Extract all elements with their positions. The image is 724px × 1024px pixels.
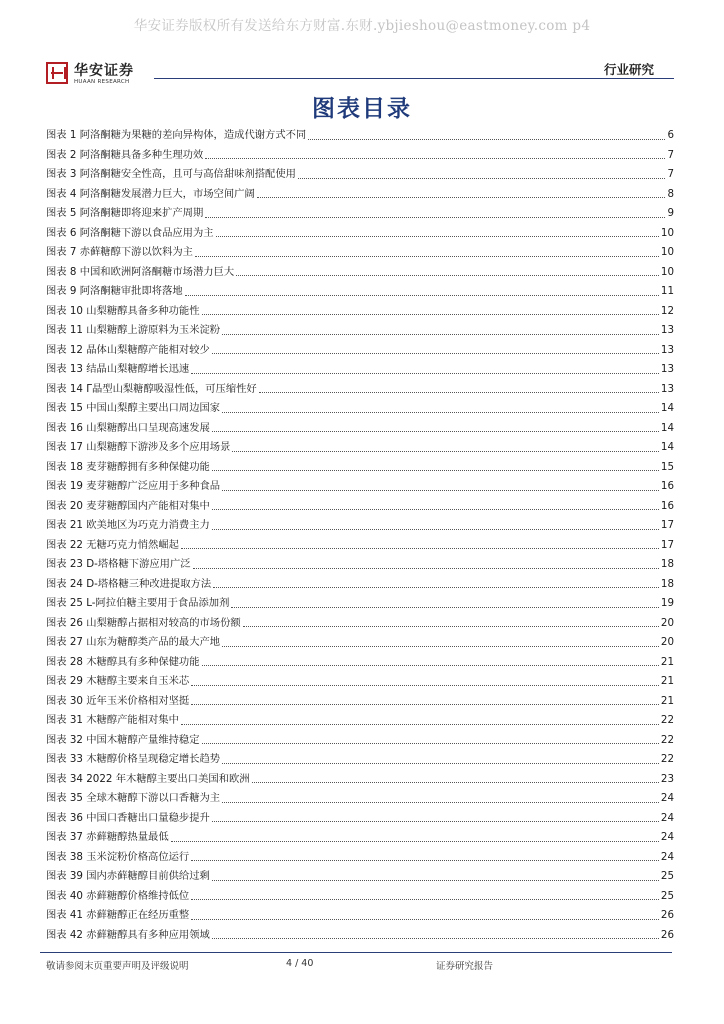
header-rule [154, 78, 674, 79]
toc-entry-label[interactable]: 图表 24 D-塔格糖三种改进提取方法 [46, 577, 212, 590]
toc-entry[interactable] [46, 536, 674, 556]
toc-entry[interactable] [46, 146, 674, 166]
toc-entry-page[interactable]: 13 [660, 343, 674, 356]
company-logo [46, 60, 156, 90]
toc-dot-leader [213, 586, 659, 588]
toc-dot-leader [257, 196, 666, 198]
toc-dot-leader [202, 742, 659, 744]
toc-entry-label[interactable]: 图表 13 结晶山梨糖醇增长迅速 [46, 363, 190, 375]
toc-entry[interactable] [46, 575, 674, 595]
toc-entry-page[interactable]: 22 [660, 714, 674, 726]
toc-dot-leader [191, 918, 659, 920]
toc-entry[interactable] [46, 516, 674, 536]
toc-entry[interactable] [46, 692, 674, 712]
footer-doc-type: 证券研究报告 [436, 961, 494, 972]
toc-entry-label[interactable]: 图表 17 山梨糖醇下游涉及多个应用场景 [46, 441, 231, 453]
toc-entry-page[interactable]: 14 [660, 441, 674, 453]
toc-entry-label[interactable]: 图表 18 麦芽糖醇拥有多种保健功能 [46, 460, 210, 473]
toc-dot-leader [212, 528, 659, 530]
toc-entry[interactable] [46, 731, 674, 751]
toc-entry-page[interactable]: 14 [660, 421, 674, 434]
toc-entry-label[interactable]: 图表 19 麦芽糖醇广泛应用于多种食品 [46, 480, 221, 492]
toc-dot-leader [212, 352, 659, 354]
toc-entry-page[interactable]: 10 [660, 226, 674, 239]
toc-dot-leader [212, 879, 659, 881]
toc-dot-leader [202, 664, 659, 666]
toc-entry-page[interactable]: 26 [660, 909, 674, 921]
toc-entry-label[interactable]: 图表 25 L-阿拉伯糖主要用于食品添加剂 [46, 597, 230, 609]
toc-entry-label[interactable]: 图表 4 阿洛酮糖发展潜力巨大，市场空间广阔 [46, 187, 255, 200]
toc-dot-leader [191, 859, 659, 861]
toc-entry[interactable] [46, 711, 674, 731]
toc-entry[interactable] [46, 165, 674, 185]
toc-entry-label[interactable]: 图表 20 麦芽糖醇国内产能相对集中 [46, 499, 210, 512]
toc-entry-label[interactable]: 图表 36 中国口香糖出口量稳步提升 [46, 811, 210, 824]
toc-dot-leader [212, 469, 659, 471]
toc-dot-leader [298, 177, 666, 179]
toc-entry-page[interactable]: 26 [660, 928, 674, 941]
toc-entry[interactable] [46, 360, 674, 380]
logo-chinese-name: 华安证券 [74, 63, 134, 79]
toc-entry-label[interactable]: 图表 31 木糖醇产能相对集中 [46, 714, 179, 726]
toc-entry[interactable] [46, 848, 674, 868]
toc-entry-page[interactable]: 7 [667, 168, 674, 180]
toc-entry-page[interactable]: 21 [660, 694, 674, 707]
toc-entry-page[interactable]: 23 [660, 772, 674, 785]
toc-dot-leader [181, 547, 659, 549]
toc-entry-page[interactable]: 24 [660, 850, 674, 863]
toc-dot-leader [212, 937, 659, 939]
toc-entry[interactable] [46, 789, 674, 809]
toc-entry-label[interactable]: 图表 8 中国和欧洲阿洛酮糖市场潜力巨大 [46, 265, 235, 278]
section-label: 行业研究 [603, 62, 654, 77]
page-footer [46, 958, 674, 972]
toc-entry-label[interactable]: 图表 14 Γ晶型山梨糖醇吸湿性低，可压缩性好 [46, 382, 257, 395]
toc-entry-label[interactable]: 图表 42 赤藓糖醇具有多种应用领域 [46, 928, 210, 941]
toc-entry-label[interactable]: 图表 12 晶体山梨糖醇产能相对较少 [46, 343, 210, 356]
toc-dot-leader [191, 684, 659, 686]
toc-entry-label[interactable]: 图表 10 山梨糖醇具备多种功能性 [46, 304, 200, 317]
toc-entry-page[interactable]: 11 [660, 285, 674, 297]
toc-entry-page[interactable]: 25 [660, 889, 674, 902]
toc-entry-page[interactable]: 15 [660, 460, 674, 473]
toc-entry[interactable] [46, 555, 674, 575]
toc-dot-leader [222, 762, 659, 764]
toc-entry-page[interactable]: 17 [660, 519, 674, 531]
toc-entry[interactable] [46, 458, 674, 478]
toc-entry-label[interactable]: 图表 3 阿洛酮糖安全性高，且可与高倍甜味剂搭配使用 [46, 168, 296, 180]
logo-mark-icon [46, 62, 68, 84]
toc-entry-page[interactable]: 7 [667, 148, 674, 161]
toc-entry[interactable] [46, 399, 674, 419]
toc-entry-label[interactable]: 图表 16 山梨糖醇出口呈现高速发展 [46, 421, 210, 434]
toc-dot-leader [259, 391, 659, 393]
footer-rule [40, 952, 672, 953]
toc-dot-leader [191, 372, 659, 374]
toc-entry[interactable] [46, 263, 674, 283]
toc-dot-leader [202, 313, 659, 315]
toc-entry-label[interactable]: 图表 9 阿洛酮糖审批即将落地 [46, 285, 183, 297]
toc-dot-leader [308, 138, 665, 140]
toc-entry-page[interactable]: 18 [660, 558, 674, 570]
toc-entry[interactable] [46, 594, 674, 614]
toc-entry-page[interactable]: 8 [667, 187, 674, 200]
toc-entry[interactable] [46, 926, 674, 946]
toc-entry-label[interactable]: 图表 30 近年玉米价格相对坚挺 [46, 694, 190, 707]
toc-entry[interactable] [46, 341, 674, 361]
toc-entry-page[interactable]: 13 [660, 363, 674, 375]
toc-entry-page[interactable]: 19 [660, 597, 674, 609]
toc-dot-leader [236, 274, 659, 276]
toc-entry-page[interactable]: 24 [660, 811, 674, 824]
toc-entry-label[interactable]: 图表 32 中国木糖醇产量维持稳定 [46, 733, 200, 746]
toc-entry[interactable] [46, 204, 674, 224]
toc-dot-leader [216, 235, 659, 237]
toc-entry[interactable] [46, 438, 674, 458]
toc-entry-page[interactable]: 6 [667, 129, 674, 141]
table-of-figures [46, 126, 674, 945]
toc-entry-page[interactable]: 16 [660, 499, 674, 512]
toc-entry-page[interactable]: 18 [660, 577, 674, 590]
toc-entry[interactable] [46, 282, 674, 302]
toc-entry-page[interactable]: 17 [660, 538, 674, 551]
toc-entry-page[interactable]: 20 [660, 616, 674, 629]
toc-dot-leader [205, 157, 665, 159]
toc-entry-label[interactable]: 图表 15 中国山梨醇主要出口周边国家 [46, 402, 221, 414]
toc-dot-leader [205, 216, 665, 218]
toc-dot-leader [191, 898, 659, 900]
toc-dot-leader [222, 411, 659, 413]
toc-entry-label[interactable]: 图表 34 2022 年木糖醇主要出口美国和欧洲 [46, 772, 250, 785]
toc-entry[interactable] [46, 302, 674, 322]
toc-dot-leader [212, 508, 659, 510]
toc-entry-label[interactable]: 图表 28 木糖醇具有多种保健功能 [46, 655, 200, 668]
toc-entry-label[interactable]: 图表 7 赤藓糖醇下游以饮料为主 [46, 246, 193, 258]
toc-entry-page[interactable]: 13 [660, 324, 674, 336]
toc-dot-leader [232, 450, 658, 452]
toc-entry-label[interactable]: 图表 11 山梨糖醇上游原料为玉米淀粉 [46, 324, 221, 336]
toc-entry[interactable] [46, 672, 674, 692]
toc-dot-leader [191, 703, 659, 705]
toc-dot-leader [243, 625, 659, 627]
toc-dot-leader [212, 820, 659, 822]
toc-entry-page[interactable]: 14 [660, 402, 674, 414]
toc-entry-label[interactable]: 图表 29 木糖醇主要来自玉米芯 [46, 675, 190, 687]
toc-entry[interactable] [46, 653, 674, 673]
toc-entry-label[interactable]: 图表 35 全球木糖醇下游以口香糖为主 [46, 792, 221, 804]
toc-entry-label[interactable]: 图表 41 赤藓糖醇正在经历重整 [46, 909, 190, 921]
toc-dot-leader [193, 567, 659, 569]
toc-entry-page[interactable]: 10 [660, 246, 674, 258]
toc-entry-label[interactable]: 图表 38 玉米淀粉价格高位运行 [46, 850, 190, 863]
page-title: 图表目录 [312, 96, 412, 122]
toc-dot-leader [222, 333, 659, 335]
toc-entry-label[interactable]: 图表 27 山东为糖醇类产品的最大产地 [46, 636, 221, 648]
toc-entry[interactable] [46, 828, 674, 848]
toc-dot-leader [212, 430, 659, 432]
toc-entry-label[interactable]: 图表 33 木糖醇价格呈现稳定增长趋势 [46, 753, 221, 765]
toc-entry-page[interactable]: 24 [660, 792, 674, 804]
toc-entry-page[interactable]: 9 [667, 207, 674, 219]
toc-dot-leader [222, 801, 659, 803]
toc-entry[interactable] [46, 380, 674, 400]
toc-entry[interactable] [46, 614, 674, 634]
toc-entry-label[interactable]: 图表 1 阿洛酮糖为果糖的差向异构体，造成代谢方式不同 [46, 129, 307, 141]
toc-entry[interactable] [46, 185, 674, 205]
toc-entry-page[interactable]: 22 [660, 753, 674, 765]
page-number: 4 / 40 [286, 958, 314, 969]
toc-entry-page[interactable]: 21 [660, 655, 674, 668]
toc-dot-leader [222, 489, 659, 491]
toc-entry-label[interactable]: 图表 39 国内赤藓糖醇目前供给过剩 [46, 870, 210, 882]
toc-entry-label[interactable]: 图表 6 阿洛酮糖下游以食品应用为主 [46, 226, 214, 239]
toc-entry-page[interactable]: 21 [660, 675, 674, 687]
toc-entry-page[interactable]: 16 [660, 480, 674, 492]
toc-dot-leader [181, 723, 659, 725]
toc-entry[interactable] [46, 770, 674, 790]
toc-dot-leader [222, 645, 659, 647]
toc-dot-leader [231, 606, 659, 608]
toc-entry-label[interactable]: 图表 22 无糖巧克力悄然崛起 [46, 538, 179, 551]
toc-dot-leader [252, 781, 659, 783]
watermark-text: 华安证券版权所有发送给东方财富.东财.ybjieshou@eastmoney.com p4 [133, 18, 591, 34]
toc-entry[interactable] [46, 126, 674, 146]
logo-english-name: HUAAN RESEARCH [74, 79, 130, 85]
toc-entry-label[interactable]: 图表 40 赤藓糖醇价格维持低位 [46, 889, 190, 902]
toc-entry-label[interactable]: 图表 21 欧美地区为巧克力消费主力 [46, 519, 210, 531]
toc-entry-page[interactable]: 13 [660, 382, 674, 395]
toc-entry[interactable] [46, 750, 674, 770]
toc-entry-label[interactable]: 图表 2 阿洛酮糖具备多种生理功效 [46, 148, 204, 161]
toc-entry-label[interactable]: 图表 26 山梨糖醇占据相对较高的市场份额 [46, 616, 241, 629]
toc-entry[interactable] [46, 633, 674, 653]
toc-entry[interactable] [46, 906, 674, 926]
toc-entry-page[interactable]: 22 [660, 733, 674, 746]
toc-entry-page[interactable]: 25 [660, 870, 674, 882]
toc-entry[interactable] [46, 224, 674, 244]
toc-entry-page[interactable]: 10 [660, 265, 674, 278]
toc-entry-page[interactable]: 24 [660, 831, 674, 843]
page-header [46, 60, 674, 90]
toc-entry-page[interactable]: 12 [660, 304, 674, 317]
toc-entry[interactable] [46, 497, 674, 517]
toc-entry[interactable] [46, 477, 674, 497]
toc-entry[interactable] [46, 867, 674, 887]
toc-dot-leader [171, 840, 659, 842]
toc-entry-page[interactable]: 20 [660, 636, 674, 648]
toc-dot-leader [195, 255, 659, 257]
toc-entry[interactable] [46, 419, 674, 439]
toc-dot-leader [185, 294, 659, 296]
footer-disclaimer: 敬请参阅末页重要声明及评级说明 [46, 961, 189, 972]
toc-entry[interactable] [46, 887, 674, 907]
toc-entry-label[interactable]: 图表 23 D-塔格糖下游应用广泛 [46, 558, 191, 570]
toc-entry-label[interactable]: 图表 5 阿洛酮糖即将迎来扩产周期 [46, 207, 204, 219]
toc-entry[interactable] [46, 243, 674, 263]
toc-entry[interactable] [46, 809, 674, 829]
toc-entry-label[interactable]: 图表 37 赤藓糖醇热量最低 [46, 831, 169, 843]
toc-entry[interactable] [46, 321, 674, 341]
